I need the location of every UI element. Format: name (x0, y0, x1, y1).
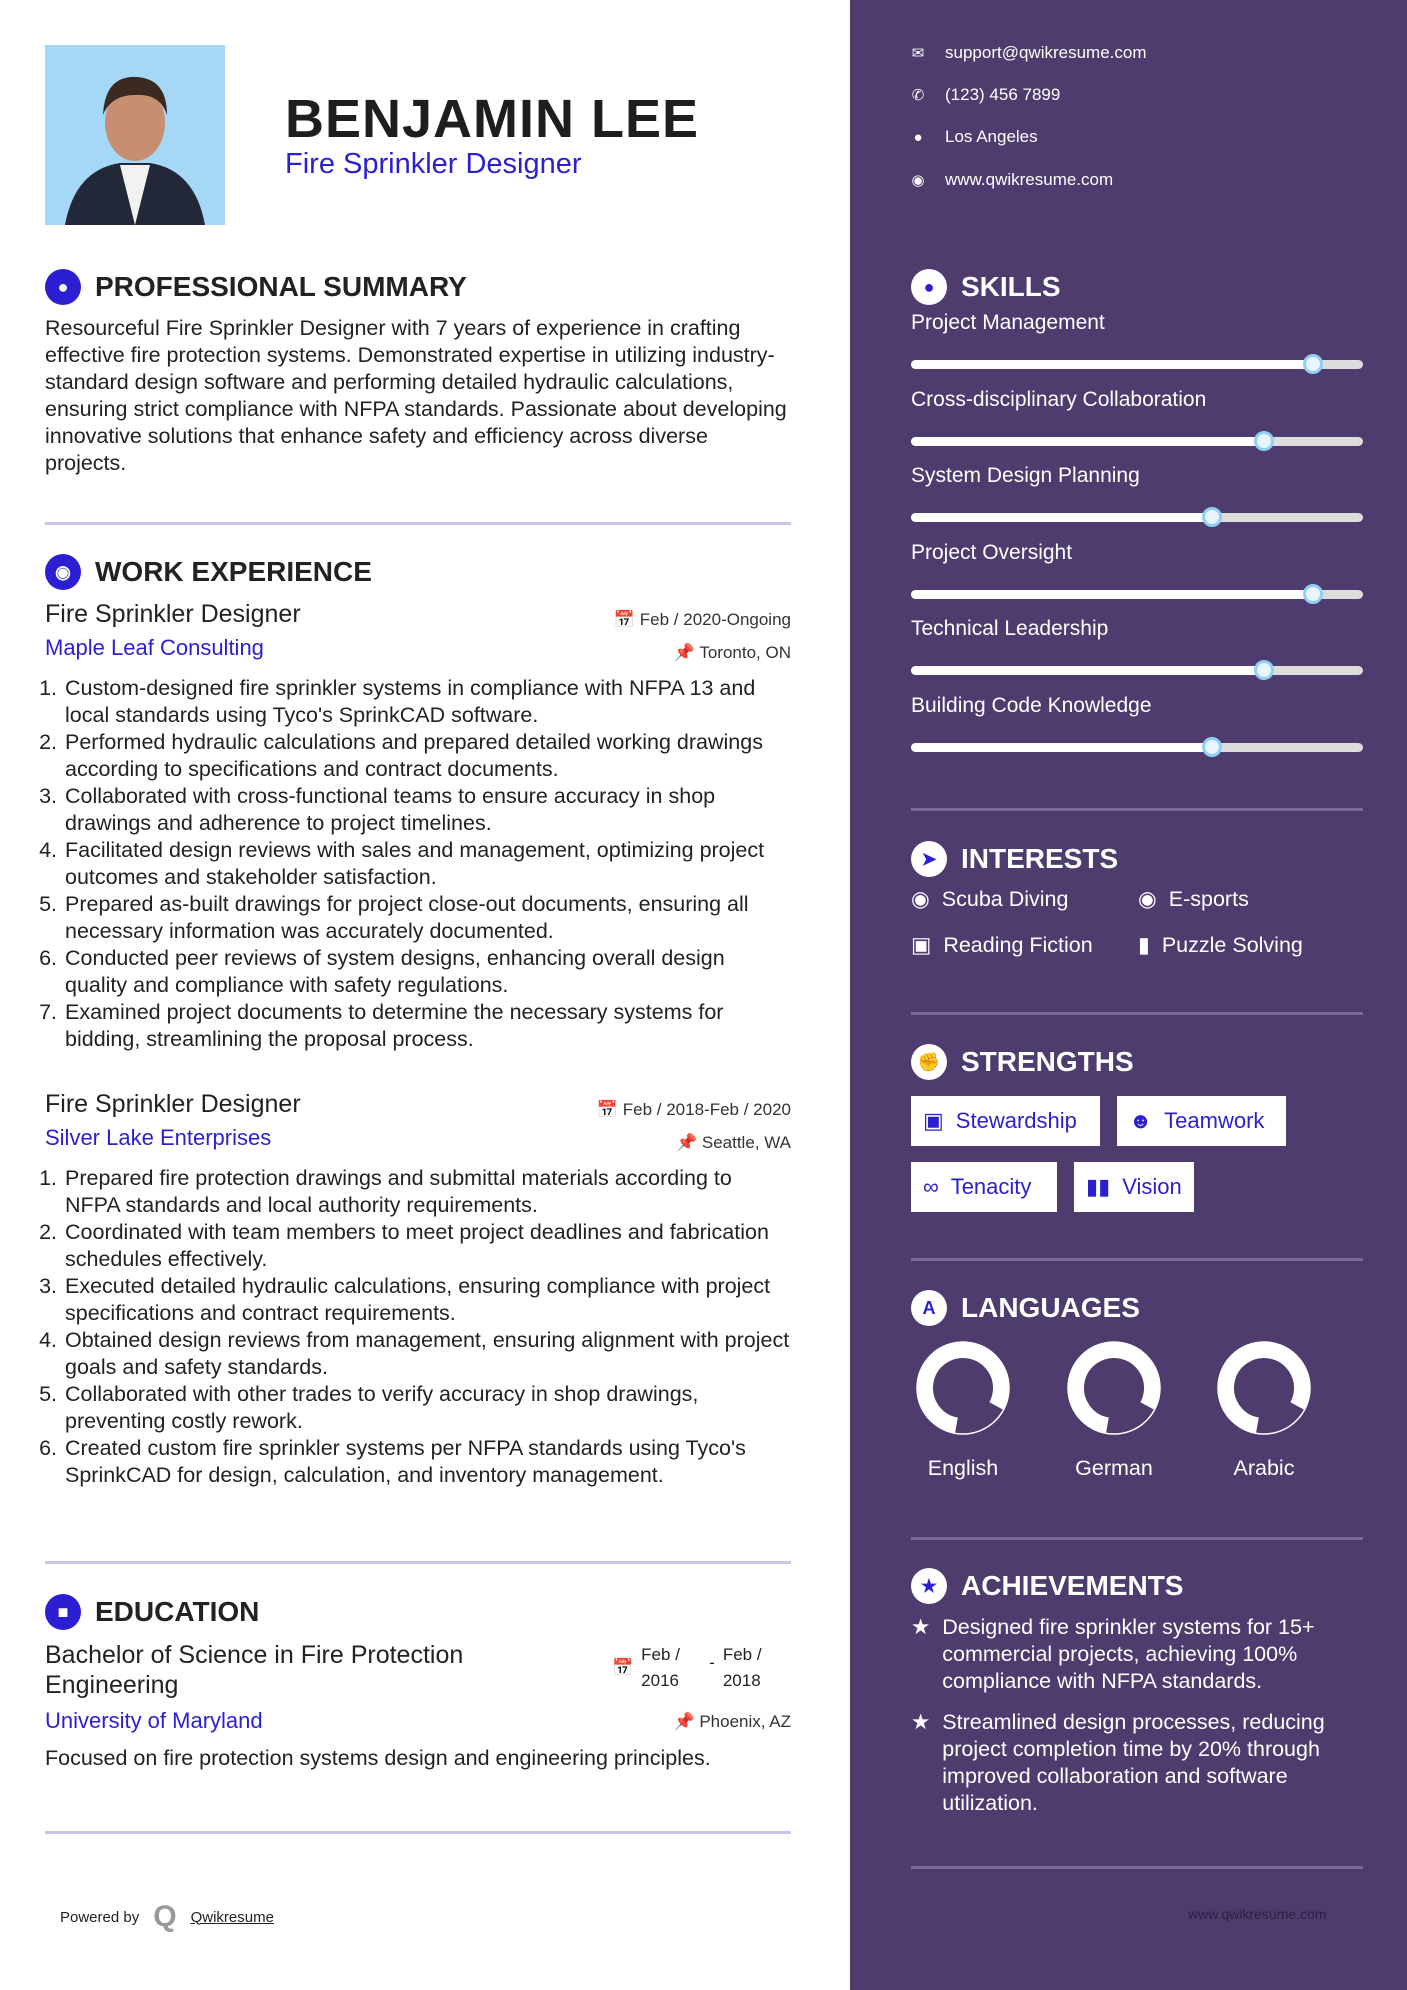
powered-by (60, 1900, 274, 1934)
skill-bar-fill (911, 513, 1212, 522)
strength-chip (911, 1096, 1100, 1146)
contact-phone (911, 85, 1060, 105)
job-title: Fire Sprinkler Designer (45, 1090, 301, 1118)
job-bullets (45, 675, 791, 1053)
interest-item (1138, 887, 1249, 912)
language-ring (1067, 1341, 1161, 1435)
paper-plane-icon: ➤ (911, 841, 947, 877)
location-text: Phoenix, AZ (699, 1712, 791, 1731)
dates-text: Feb / 2020-Ongoing (639, 610, 791, 629)
divider (45, 1561, 791, 1564)
work-heading (45, 554, 372, 590)
achievement-item (911, 1614, 1361, 1695)
skill-knob (1303, 354, 1323, 374)
edu-location: 📌 Phoenix, AZ (673, 1712, 791, 1731)
strength-label: Stewardship (955, 1108, 1077, 1133)
fist-icon: ✊ (911, 1044, 947, 1080)
powered-text: Powered by (60, 1908, 140, 1926)
skill-knob (1254, 431, 1274, 451)
divider (911, 808, 1363, 811)
graduate-icon: ■ (45, 1594, 81, 1630)
email-text[interactable]: support@qwikresume.com (945, 43, 1147, 62)
summary-text: Resourceful Fire Sprinkler Designer with 7 years of experience in crafting effective fire protection systems. Demonstrated expertise in utilizing industry-standard design software and performing detailed hydraulic calculations, ensuring strict compliance with NFPA standards. Passionate about developing innovative solutions that enhance safety and efficiency across diverse projects. (45, 316, 787, 475)
divider (911, 1866, 1363, 1869)
bullet: 6. Conducted peer reviews of system designs, enhancing overall design quality and compliance with safety regulations. (63, 945, 791, 999)
skill-knob (1202, 737, 1222, 757)
bullet: 3. Collaborated with cross-functional teams to ensure accuracy in shop drawings and adherence to project timelines. (63, 783, 791, 837)
job-dates: 📅 Feb / 2018-Feb / 2020 (596, 1100, 791, 1119)
bullet: 1. Prepared fire protection drawings and submittal materials according to NFPA standards and local authority requirements. (63, 1165, 791, 1219)
bullet: 4. Facilitated design reviews with sales and management, optimizing project outcomes and stakeholder satisfaction. (63, 837, 791, 891)
interest-label: Reading Fiction (943, 933, 1093, 957)
envelope-icon: ✉ (911, 45, 925, 62)
achievement-text: Streamlined design processes, reducing project completion time by 20% through improved collaboration and software utilization. (942, 1710, 1325, 1815)
lightbulb-icon: ● (911, 269, 947, 305)
interest-item (911, 933, 1093, 958)
heading-text: SKILLS (961, 271, 1061, 302)
toolbox-icon: ▣ (923, 1108, 944, 1133)
map-pin-icon: ● (913, 128, 923, 146)
interest-label: Puzzle Solving (1161, 933, 1303, 957)
candidate-name: BENJAMIN LEE (285, 89, 700, 149)
job-location: 📌 Seattle, WA (675, 1133, 791, 1152)
heading-text: EDUCATION (95, 1596, 260, 1627)
briefcase-icon: ◉ (45, 554, 81, 590)
job-dates: 📅 Feb / 2020-Ongoing (613, 610, 791, 629)
divider (911, 1258, 1363, 1261)
strength-chip (1117, 1096, 1286, 1146)
achievements-heading (911, 1568, 1183, 1604)
bullet: 2. Performed hydraulic calculations and prepared detailed working drawings according to specifications and contract documents. (63, 729, 791, 783)
skill-label: Technical Leadership (911, 617, 1109, 640)
skill-bar-fill (911, 360, 1313, 369)
language-ring (916, 1341, 1010, 1435)
bullet: 2. Coordinated with team members to meet project deadlines and fabrication schedules effectively. (63, 1219, 791, 1273)
website-text[interactable]: www.qwikresume.com (945, 170, 1114, 189)
interest-label: E-sports (1168, 887, 1249, 911)
qwikresume-logo-icon: Q (153, 1900, 177, 1933)
strengths-heading (911, 1044, 1134, 1080)
language-ring (1217, 1341, 1311, 1435)
footer-url[interactable]: www.qwikresume.com (1188, 1906, 1327, 1922)
contact-email (911, 43, 1147, 63)
skill-label: Project Management (911, 311, 1105, 334)
job-2 (45, 1090, 791, 1489)
skills-heading (911, 269, 1061, 305)
languages-heading (911, 1290, 1140, 1326)
link-icon: ∞ (923, 1174, 939, 1199)
job-bullets (45, 1165, 791, 1489)
skill-bar (911, 666, 1363, 675)
skill-bar-fill (911, 590, 1313, 599)
strength-chip (911, 1162, 1057, 1212)
dates-text: Feb / 2018-Feb / 2020 (622, 1100, 791, 1119)
interest-label: Scuba Diving (941, 887, 1069, 911)
strength-label: Tenacity (950, 1174, 1032, 1199)
skill-bar (911, 360, 1363, 369)
binoculars-icon: ▮▮ (1086, 1174, 1111, 1199)
location-text: Los Angeles (945, 127, 1038, 146)
degree: Bachelor of Science in Fire Protection Engineering (45, 1641, 464, 1699)
skill-bar (911, 743, 1363, 752)
language-ring-fill (919, 1344, 1007, 1432)
interest-item (911, 887, 1068, 912)
profile-photo (45, 45, 225, 225)
skill-bar (911, 590, 1363, 599)
sidebar (850, 0, 1407, 1990)
divider (45, 522, 791, 525)
bullet: 1. Custom-designed fire sprinkler systems in compliance with NFPA 13 and local standards using Tyco's SprinkCAD software. (63, 675, 791, 729)
divider (911, 1537, 1363, 1540)
strength-label: Teamwork (1164, 1108, 1265, 1133)
education-heading (45, 1594, 259, 1630)
language-label: German (1075, 1456, 1153, 1480)
skill-label: System Design Planning (911, 464, 1140, 487)
users-icon: ☻ (1129, 1108, 1153, 1133)
calendar-icon: 📅 (612, 1658, 634, 1677)
skill-knob (1202, 507, 1222, 527)
start-date: Feb / 2016 (641, 1645, 680, 1690)
school: University of Maryland (45, 1708, 263, 1733)
language-ring-fill (1220, 1344, 1308, 1432)
summary-heading (45, 269, 467, 305)
brand-link[interactable]: Qwikresume (190, 1908, 274, 1926)
skill-label: Cross-disciplinary Collaboration (911, 387, 1207, 411)
book-icon: ▮ (1138, 933, 1150, 957)
gamepad-icon: ▣ (911, 933, 932, 957)
contact-location (911, 127, 1038, 147)
interest-item (1138, 933, 1303, 958)
bullet: 7. Examined project documents to determine the necessary systems for bidding, streamlining the proposal process. (63, 999, 791, 1053)
job-1 (45, 600, 791, 1053)
heading-text: INTERESTS (961, 843, 1119, 874)
strength-chip (1074, 1162, 1194, 1212)
bullet: 4. Obtained design reviews from management, ensuring alignment with project goals and safety standards. (63, 1327, 791, 1381)
skill-bar (911, 437, 1363, 446)
achievement-item (911, 1709, 1361, 1817)
job-location: 📌 Toronto, ON (673, 643, 791, 662)
user-icon: ● (45, 269, 81, 305)
bullet: 6. Created custom fire sprinkler systems per NFPA standards using Tyco's SprinkCAD for design, calculation, and inventory management. (63, 1435, 791, 1489)
globe-icon: ◉ (911, 172, 925, 189)
life-ring-icon: ◉ (1138, 887, 1157, 911)
edu-dates (612, 1642, 783, 1694)
company: Maple Leaf Consulting (45, 635, 264, 660)
skill-label: Building Code Knowledge (911, 693, 1152, 717)
language-label: English (927, 1456, 999, 1480)
life-ring-icon: ◉ (911, 887, 930, 911)
phone-icon: ✆ (911, 87, 925, 104)
divider (911, 1012, 1363, 1015)
strength-label: Vision (1122, 1174, 1182, 1199)
heading-text: LANGUAGES (961, 1292, 1140, 1323)
skill-bar-fill (911, 437, 1264, 446)
date-separator: - (709, 1653, 715, 1672)
star-icon: ★ (911, 1615, 931, 1639)
bullet: 5. Prepared as-built drawings for project close-out documents, ensuring all necessary information was accurately documented. (63, 891, 791, 945)
location-text: Seattle, WA (701, 1133, 791, 1152)
edu-description: Focused on fire protection systems design and engineering principles. (45, 1746, 711, 1770)
star-icon: ★ (911, 1710, 931, 1734)
star-badge-icon: ★ (911, 1568, 947, 1604)
interests-heading (911, 841, 1118, 877)
heading-text: WORK EXPERIENCE (95, 556, 372, 587)
bullet: 5. Collaborated with other trades to verify accuracy in shop drawings, preventing costly rework. (63, 1381, 791, 1435)
language-ring-fill (1070, 1344, 1158, 1432)
skill-knob (1254, 660, 1274, 680)
skill-bar-fill (911, 666, 1264, 675)
heading-text: ACHIEVEMENTS (961, 1570, 1184, 1601)
heading-text: PROFESSIONAL SUMMARY (95, 271, 467, 302)
company: Silver Lake Enterprises (45, 1125, 272, 1150)
end-date: Feb / 2018 (722, 1645, 762, 1690)
divider (45, 1831, 791, 1834)
skill-knob (1303, 584, 1323, 604)
language-label: Arabic (1233, 1456, 1295, 1480)
skill-bar-fill (911, 743, 1212, 752)
achievement-text: Designed fire sprinkler systems for 15+ commercial projects, achieving 100% compliance with NFPA standards. (942, 1615, 1315, 1693)
bullet: 3. Executed detailed hydraulic calculations, ensuring compliance with project specifications and contract requirements. (63, 1273, 791, 1327)
candidate-title: Fire Sprinkler Designer (285, 148, 582, 180)
contact-website (911, 170, 1113, 190)
job-title: Fire Sprinkler Designer (45, 600, 301, 628)
phone-text: (123) 456 7899 (945, 85, 1061, 104)
skill-label: Project Oversight (911, 540, 1073, 564)
translate-icon: A (911, 1290, 947, 1326)
heading-text: STRENGTHS (961, 1046, 1134, 1077)
skill-bar (911, 513, 1363, 522)
location-text: Toronto, ON (699, 643, 791, 662)
